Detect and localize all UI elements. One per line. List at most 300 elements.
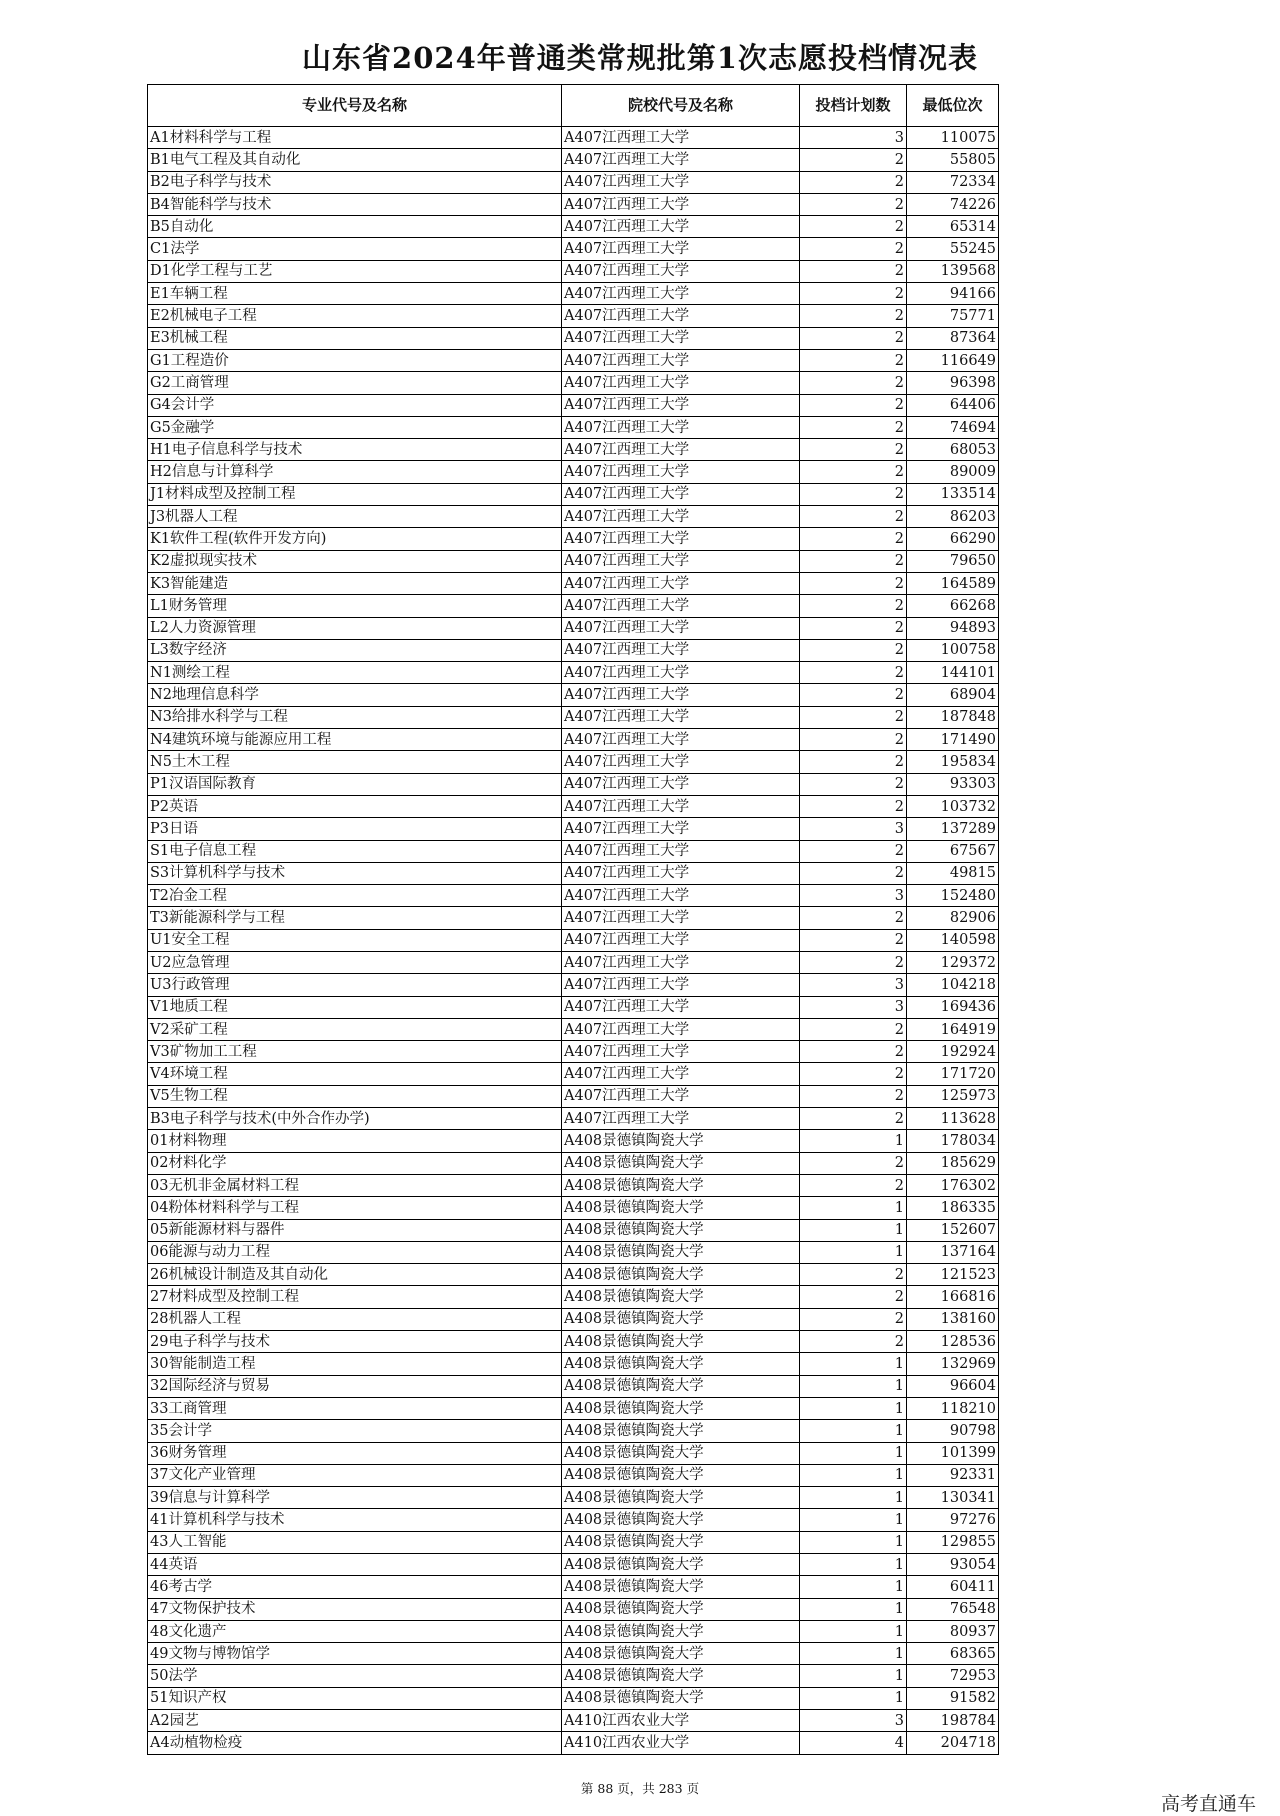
school-cell: A408景德镇陶瓷大学 [562,1576,800,1598]
rank-cell: 195834 [907,751,999,773]
major-cell: V2采矿工程 [148,1018,562,1040]
rank-cell: 65314 [907,216,999,238]
major-cell: T3新能源科学与工程 [148,907,562,929]
table-row [148,1241,999,1263]
major-cell: B3电子科学与技术(中外合作办学) [148,1108,562,1130]
plan-cell: 1 [800,1554,907,1576]
rank-cell: 89009 [907,461,999,483]
school-cell: A408景德镇陶瓷大学 [562,1554,800,1576]
plan-cell: 1 [800,1375,907,1397]
page-number: 第 88 页，共 283 页 [580,1781,700,1796]
table-row [148,550,999,572]
rank-cell: 75771 [907,305,999,327]
plan-cell: 2 [800,260,907,282]
school-cell: A410江西农业大学 [562,1732,800,1754]
major-cell: U3行政管理 [148,974,562,996]
school-cell: A408景德镇陶瓷大学 [562,1487,800,1509]
plan-cell: 2 [800,1308,907,1330]
table-row [148,929,999,951]
rank-cell: 140598 [907,929,999,951]
rank-cell: 68053 [907,439,999,461]
major-cell: 06能源与动力工程 [148,1241,562,1263]
school-cell: A407江西理工大学 [562,1018,800,1040]
school-cell: A407江西理工大学 [562,1041,800,1063]
rank-cell: 72334 [907,171,999,193]
school-cell: A408景德镇陶瓷大学 [562,1331,800,1353]
plan-cell: 2 [800,439,907,461]
school-cell: A410江西农业大学 [562,1710,800,1732]
rank-cell: 68904 [907,684,999,706]
major-cell: 27材料成型及控制工程 [148,1286,562,1308]
rank-cell: 198784 [907,1710,999,1732]
rank-cell: 192924 [907,1041,999,1063]
table-row [148,260,999,282]
major-cell: A1材料科学与工程 [148,127,562,149]
rank-cell: 87364 [907,327,999,349]
school-cell: A408景德镇陶瓷大学 [562,1598,800,1620]
plan-cell: 1 [800,1397,907,1419]
major-cell: N5土木工程 [148,751,562,773]
rank-cell: 101399 [907,1442,999,1464]
major-cell: 44英语 [148,1554,562,1576]
school-cell: A407江西理工大学 [562,595,800,617]
school-cell: A408景德镇陶瓷大学 [562,1643,800,1665]
table-row [148,1286,999,1308]
school-cell: A407江西理工大学 [562,974,800,996]
major-cell: A4动植物检疫 [148,1732,562,1754]
rank-cell: 66268 [907,595,999,617]
plan-cell: 2 [800,1108,907,1130]
plan-cell: 1 [800,1464,907,1486]
school-cell: A408景德镇陶瓷大学 [562,1219,800,1241]
rank-cell: 152607 [907,1219,999,1241]
school-cell: A407江西理工大学 [562,885,800,907]
rank-cell: 67567 [907,840,999,862]
major-cell: D1化学工程与工艺 [148,260,562,282]
plan-cell: 2 [800,216,907,238]
plan-cell: 2 [800,684,907,706]
rank-cell: 94166 [907,283,999,305]
table-row [148,1219,999,1241]
plan-cell: 2 [800,907,907,929]
plan-cell: 2 [800,1041,907,1063]
major-cell: 29电子科学与技术 [148,1331,562,1353]
school-cell: A407江西理工大学 [562,305,800,327]
major-cell: V4环境工程 [148,1063,562,1085]
table-row [148,907,999,929]
plan-cell: 2 [800,595,907,617]
plan-cell: 1 [800,1420,907,1442]
rank-cell: 76548 [907,1598,999,1620]
table-row [148,1397,999,1419]
school-cell: A407江西理工大学 [562,907,800,929]
major-cell: L2人力资源管理 [148,617,562,639]
plan-cell: 2 [800,617,907,639]
school-cell: A407江西理工大学 [562,662,800,684]
table-row [148,1264,999,1286]
school-cell: A407江西理工大学 [562,461,800,483]
table-row [148,238,999,260]
major-cell: L3数字经济 [148,639,562,661]
table-row [148,305,999,327]
major-cell: K1软件工程(软件开发方向) [148,528,562,550]
major-cell: 05新能源材料与器件 [148,1219,562,1241]
plan-cell: 1 [800,1643,907,1665]
table-row [148,1732,999,1754]
plan-cell: 3 [800,127,907,149]
major-cell: 39信息与计算科学 [148,1487,562,1509]
rank-cell: 82906 [907,907,999,929]
table-row [148,372,999,394]
major-cell: V1地质工程 [148,996,562,1018]
school-cell: A407江西理工大学 [562,394,800,416]
rank-cell: 79650 [907,550,999,572]
table-row [148,1710,999,1732]
school-cell: A407江西理工大学 [562,216,800,238]
rank-cell: 138160 [907,1308,999,1330]
plan-cell: 2 [800,483,907,505]
table-row [148,1420,999,1442]
plan-cell: 2 [800,416,907,438]
plan-cell: 2 [800,149,907,171]
school-cell: A407江西理工大学 [562,149,800,171]
major-cell: H2信息与计算科学 [148,461,562,483]
table-row [148,1442,999,1464]
table-row [148,283,999,305]
table-row [148,1308,999,1330]
plan-cell: 2 [800,1152,907,1174]
table-row [148,639,999,661]
major-cell: 43人工智能 [148,1531,562,1553]
rank-cell: 74226 [907,193,999,215]
rank-cell: 166816 [907,1286,999,1308]
table-row [148,1531,999,1553]
school-cell: A408景德镇陶瓷大学 [562,1397,800,1419]
major-cell: E1车辆工程 [148,283,562,305]
major-cell: G4会计学 [148,394,562,416]
school-cell: A408景德镇陶瓷大学 [562,1152,800,1174]
major-cell: P2英语 [148,795,562,817]
plan-cell: 3 [800,1710,907,1732]
rank-cell: 90798 [907,1420,999,1442]
watermark: 高考直通车 [1160,1793,1256,1815]
school-cell: A407江西理工大学 [562,171,800,193]
school-cell: A407江西理工大学 [562,550,800,572]
major-cell: J1材料成型及控制工程 [148,483,562,505]
plan-cell: 1 [800,1487,907,1509]
school-cell: A408景德镇陶瓷大学 [562,1442,800,1464]
plan-cell: 2 [800,951,907,973]
major-cell: S3计算机科学与技术 [148,862,562,884]
rank-cell: 185629 [907,1152,999,1174]
rank-cell: 121523 [907,1264,999,1286]
rank-cell: 176302 [907,1174,999,1196]
school-cell: A407江西理工大学 [562,951,800,973]
plan-cell: 2 [800,193,907,215]
plan-cell: 2 [800,751,907,773]
table-row [148,216,999,238]
school-cell: A407江西理工大学 [562,617,800,639]
table-row [148,1063,999,1085]
rank-cell: 164919 [907,1018,999,1040]
table-row [148,1509,999,1531]
table-row [148,1643,999,1665]
plan-cell: 1 [800,1442,907,1464]
table-row [148,1375,999,1397]
rank-cell: 86203 [907,506,999,528]
rank-cell: 100758 [907,639,999,661]
major-cell: J3机器人工程 [148,506,562,528]
major-cell: G2工商管理 [148,372,562,394]
table-row [148,1331,999,1353]
plan-cell: 2 [800,706,907,728]
major-cell: C1法学 [148,238,562,260]
school-cell: A407江西理工大学 [562,283,800,305]
table-row [148,840,999,862]
table-row [148,684,999,706]
rank-cell: 64406 [907,394,999,416]
plan-cell: 2 [800,1264,907,1286]
rank-cell: 130341 [907,1487,999,1509]
rank-cell: 152480 [907,885,999,907]
rank-cell: 80937 [907,1620,999,1642]
rank-cell: 169436 [907,996,999,1018]
plan-cell: 2 [800,550,907,572]
school-cell: A408景德镇陶瓷大学 [562,1241,800,1263]
school-cell: A407江西理工大学 [562,416,800,438]
table-row [148,483,999,505]
school-cell: A408景德镇陶瓷大学 [562,1375,800,1397]
table-row [148,1620,999,1642]
major-cell: B4智能科学与技术 [148,193,562,215]
rank-cell: 92331 [907,1464,999,1486]
major-cell: 50法学 [148,1665,562,1687]
plan-cell: 3 [800,996,907,1018]
plan-cell: 2 [800,662,907,684]
table-row [148,127,999,149]
table-row [148,862,999,884]
header-school: 院校代号及名称 [562,85,800,127]
rank-cell: 93054 [907,1554,999,1576]
major-cell: B5自动化 [148,216,562,238]
rank-cell: 178034 [907,1130,999,1152]
plan-cell: 1 [800,1353,907,1375]
table-row [148,706,999,728]
plan-cell: 2 [800,1018,907,1040]
school-cell: A407江西理工大学 [562,1085,800,1107]
school-cell: A407江西理工大学 [562,706,800,728]
table-row [148,416,999,438]
major-cell: P3日语 [148,818,562,840]
major-cell: E3机械工程 [148,327,562,349]
table-row [148,394,999,416]
major-cell: 36财务管理 [148,1442,562,1464]
school-cell: A407江西理工大学 [562,439,800,461]
plan-cell: 2 [800,572,907,594]
school-cell: A407江西理工大学 [562,238,800,260]
major-cell: 03无机非金属材料工程 [148,1174,562,1196]
plan-cell: 3 [800,818,907,840]
major-cell: N2地理信息科学 [148,684,562,706]
major-cell: G1工程造价 [148,349,562,371]
major-cell: P1汉语国际教育 [148,773,562,795]
header-rank: 最低位次 [907,85,999,127]
plan-cell: 2 [800,1286,907,1308]
major-cell: B1电气工程及其自动化 [148,149,562,171]
plan-cell: 2 [800,528,907,550]
table-row [148,506,999,528]
major-cell: K2虚拟现实技术 [148,550,562,572]
plan-cell: 2 [800,394,907,416]
table-row [148,1174,999,1196]
table-row [148,1353,999,1375]
plan-cell: 2 [800,1174,907,1196]
plan-cell: 1 [800,1219,907,1241]
school-cell: A408景德镇陶瓷大学 [562,1308,800,1330]
rank-cell: 94893 [907,617,999,639]
major-cell: L1财务管理 [148,595,562,617]
school-cell: A407江西理工大学 [562,929,800,951]
plan-cell: 3 [800,974,907,996]
school-cell: A407江西理工大学 [562,572,800,594]
plan-cell: 2 [800,171,907,193]
school-cell: A407江西理工大学 [562,528,800,550]
school-cell: A407江西理工大学 [562,1108,800,1130]
rank-cell: 137289 [907,818,999,840]
plan-cell: 2 [800,349,907,371]
rank-cell: 96398 [907,372,999,394]
plan-cell: 2 [800,1331,907,1353]
table-row [148,617,999,639]
plan-cell: 1 [800,1241,907,1263]
school-cell: A407江西理工大学 [562,996,800,1018]
school-cell: A408景德镇陶瓷大学 [562,1197,800,1219]
school-cell: A408景德镇陶瓷大学 [562,1286,800,1308]
table-row [148,773,999,795]
table-header-row [148,85,999,127]
school-cell: A407江西理工大学 [562,818,800,840]
major-cell: N3给排水科学与工程 [148,706,562,728]
school-cell: A408景德镇陶瓷大学 [562,1531,800,1553]
plan-cell: 2 [800,1063,907,1085]
school-cell: A407江西理工大学 [562,372,800,394]
school-cell: A407江西理工大学 [562,729,800,751]
table-body [148,127,999,1755]
table-row [148,572,999,594]
rank-cell: 137164 [907,1241,999,1263]
plan-cell: 2 [800,305,907,327]
table-row [148,327,999,349]
plan-cell: 1 [800,1620,907,1642]
school-cell: A408景德镇陶瓷大学 [562,1509,800,1531]
major-cell: 02材料化学 [148,1152,562,1174]
table-row [148,974,999,996]
plan-cell: 2 [800,795,907,817]
table-row [148,1152,999,1174]
rank-cell: 104218 [907,974,999,996]
school-cell: A408景德镇陶瓷大学 [562,1420,800,1442]
rank-cell: 204718 [907,1732,999,1754]
rank-cell: 91582 [907,1687,999,1709]
school-cell: A407江西理工大学 [562,349,800,371]
header-major: 专业代号及名称 [148,85,562,127]
plan-cell: 2 [800,840,907,862]
rank-cell: 55805 [907,149,999,171]
school-cell: A407江西理工大学 [562,840,800,862]
admission-table [147,84,999,1755]
major-cell: H1电子信息科学与技术 [148,439,562,461]
table-row [148,149,999,171]
rank-cell: 129372 [907,951,999,973]
major-cell: 46考古学 [148,1576,562,1598]
table-row [148,729,999,751]
plan-cell: 1 [800,1130,907,1152]
plan-cell: 2 [800,506,907,528]
rank-cell: 133514 [907,483,999,505]
school-cell: A407江西理工大学 [562,795,800,817]
plan-cell: 4 [800,1732,907,1754]
rank-cell: 74694 [907,416,999,438]
school-cell: A408景德镇陶瓷大学 [562,1464,800,1486]
table-row [148,349,999,371]
table-row [148,1598,999,1620]
table-row [148,461,999,483]
major-cell: K3智能建造 [148,572,562,594]
table-row [148,1085,999,1107]
school-cell: A407江西理工大学 [562,483,800,505]
school-cell: A407江西理工大学 [562,193,800,215]
rank-cell: 49815 [907,862,999,884]
table-row [148,1665,999,1687]
major-cell: U2应急管理 [148,951,562,973]
major-cell: 49文物与博物馆学 [148,1643,562,1665]
rank-cell: 68365 [907,1643,999,1665]
plan-cell: 2 [800,773,907,795]
rank-cell: 125973 [907,1085,999,1107]
page-title: 山东省2024年普通类常规批第1次志愿投档情况表 [302,41,978,75]
plan-cell: 2 [800,1085,907,1107]
table-row [148,439,999,461]
table-row [148,1576,999,1598]
major-cell: N4建筑环境与能源应用工程 [148,729,562,751]
school-cell: A407江西理工大学 [562,639,800,661]
school-cell: A407江西理工大学 [562,862,800,884]
table-row [148,528,999,550]
major-cell: V5生物工程 [148,1085,562,1107]
major-cell: G5金融学 [148,416,562,438]
school-cell: A407江西理工大学 [562,127,800,149]
major-cell: 33工商管理 [148,1397,562,1419]
plan-cell: 2 [800,862,907,884]
school-cell: A407江西理工大学 [562,1063,800,1085]
major-cell: 04粉体材料科学与工程 [148,1197,562,1219]
table-row [148,1041,999,1063]
rank-cell: 132969 [907,1353,999,1375]
plan-cell: 1 [800,1531,907,1553]
rank-cell: 66290 [907,528,999,550]
major-cell: U1安全工程 [148,929,562,951]
table-row [148,595,999,617]
rank-cell: 171720 [907,1063,999,1085]
rank-cell: 139568 [907,260,999,282]
plan-cell: 1 [800,1687,907,1709]
major-cell: 51知识产权 [148,1687,562,1709]
rank-cell: 97276 [907,1509,999,1531]
major-cell: T2冶金工程 [148,885,562,907]
table-row [148,1554,999,1576]
table-row [148,996,999,1018]
table-row [148,1197,999,1219]
